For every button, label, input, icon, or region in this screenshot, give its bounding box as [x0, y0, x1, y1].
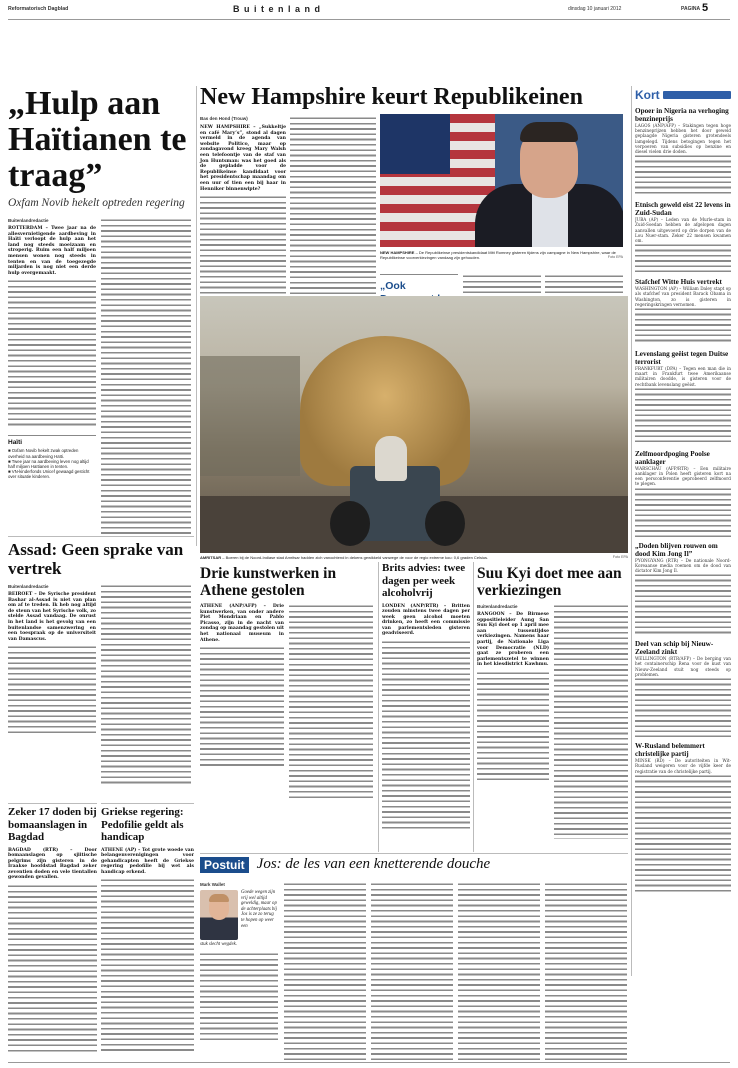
kort-item-title: Levenslang geëist tegen Duitse terrorist [635, 350, 729, 367]
nh-quote-text: „Ook [380, 280, 406, 292]
farmer-figure [375, 436, 407, 481]
haiti-box-item: ■ Oxfam Novib hekelt zwak optreden overheid na aardbeving Haïti. [8, 448, 79, 459]
kort-label: Kort [635, 88, 731, 102]
kort-item [635, 450, 731, 537]
brits-lead: LONDEN (ANP/RTR) – Britten zouden minstens twee dagen per week geen alcohol moeten drinken, zo heeft een commissie van parlementsleden gisteren geadviseerd. [382, 603, 470, 637]
nh-photo-credit: Foto EPA [607, 255, 623, 259]
kort-item-title: Deel van schip bij Nieuw-Zeeland zinkt [635, 640, 714, 657]
assad-byline: Buitenlandredactie [8, 584, 49, 589]
postuit-author-block [200, 882, 278, 1042]
drie-article [200, 565, 375, 850]
kort-item [635, 640, 731, 737]
griekse-lead: ATHENE (AP) – Tot grote woede van belangenverenigingen voor gehandicapten heeft de Griekse regering pedofilie bij wet als handicap erkend. [101, 847, 194, 875]
haiti-byline: Buitenlandredactie [8, 218, 49, 223]
haiti-subtitle: Oxfam Novib hekelt optreden regering [8, 197, 185, 209]
assad-headline: Assad: Geen sprake van vertrek [8, 540, 184, 578]
suu-headline: Suu Kyi doet mee aan verkiezingen [477, 565, 622, 599]
brits-headline: Brits advies: twee dagen per week alcoholvrij [382, 562, 466, 599]
kort-sidebar [635, 88, 731, 1063]
griekse-rule [101, 803, 194, 804]
postuit-label: Postuit [200, 857, 249, 873]
page-header [8, 4, 730, 18]
haiti-box-item: ■ VN-kinderfonds Unicef gewaagd gesticht over situatie kinderen. [8, 469, 90, 480]
kort-item [635, 278, 731, 345]
tree-line [200, 356, 300, 476]
issue-date: dinsdag 10 januari 2012 [568, 6, 622, 12]
postuit-rule [200, 853, 628, 854]
newspaper-name: Reformatorisch Dagblad [8, 6, 69, 12]
brits-divider [378, 562, 379, 852]
kort-item-title: Stafchef Witte Huis vertrekt [635, 278, 722, 287]
kort-item-title: „Doden blijven rouwen om dood Kim Jong Il” [635, 541, 718, 558]
kort-item-text: LAGOS (ANP/AFP) – Stakingen tegen hoge benzineprijzen hebben het door geweld geplaagde Nigeria gisteren grotendeels lamgelegd. Tijdens betogingen tegen het verpoeren van subsidies op benzine en diesel vielen drie doden. [635, 123, 731, 155]
assad-lead: BEIROET – De Syrische president Bashar al-Assad is niet van plan om af te treden. Ik heb nog altijd de steun van het Syrische volk, zo stelde Assad vandaag. De onrust in het land is het gevolg van een buitenlandse samenzwering en een toespraak op de universiteit van Damascus. [8, 592, 96, 642]
postuit-headline: Jos: de les van een knetterende douche [256, 856, 491, 872]
kort-item [635, 542, 731, 636]
haiti-headline: „Hulp aan Haïtianen te traag” [8, 86, 187, 194]
assad-body-col2 [101, 584, 191, 784]
assad-article [8, 540, 194, 800]
assad-rule [8, 536, 194, 537]
haiti-box-item: ■ Twee jaar na aardbeving leven nog altijd half miljoen Haïtianen in tenten. [8, 458, 89, 469]
kort-item [635, 350, 731, 445]
nh-headline: New Hampshire keurt Republikeinen [200, 84, 583, 110]
postuit-section [200, 856, 628, 1061]
zeker-article [8, 806, 97, 1061]
kort-item [635, 742, 731, 894]
postuit-col3 [371, 882, 453, 1060]
kort-item-text: PYONGYANG (RTR) – De nationale Noord-Koreaanse media roemen om de dood van dictator Kim Jong Il. [635, 557, 731, 574]
column-divider [196, 86, 197, 546]
header-rule [8, 19, 730, 20]
postuit-col5 [545, 882, 627, 1060]
pull-quote-end: stuk slecht wegdek. [200, 942, 237, 947]
kort-item-text: WARSCHAU (AFP/RTR) – Een militaire aanklager in Polen heeft gisteren kort na een persconferentie geprobeerd zelfmoord te plegen. [635, 465, 731, 487]
suu-divider [473, 562, 474, 852]
kort-item-text: WASHINGTON (AP) – William Daley stapt op als stafchef van president Barack Obama in Washington, zo is gisteren in regeringskringen vernomen. [635, 286, 731, 307]
flag-stars [380, 114, 450, 174]
postuit-col4 [458, 882, 540, 1060]
brits-article [382, 562, 470, 852]
nh-photo-caption: NEW HAMPSHIRE – De Republikeinse presidentskandidaat Mitt Romney gisteren tijdens zijn campagne in New Hampshire, waar de Republikeinse voorverkiezingen vandaag zijn gehouden. Foto EPA [380, 250, 623, 260]
zeker-rule [8, 803, 97, 804]
tractor-wheel [425, 501, 465, 546]
haiti-box [8, 435, 96, 479]
kort-item-text: MINSK (RD) – De autoriteiten in Wit-Rusland weigeren voor de vijfde keer de registratie van de christelijke partij. [635, 758, 731, 774]
kort-item [635, 201, 731, 273]
nh-photo [380, 114, 623, 247]
drie-lead: ATHENE (ANP/AFP) – Drie kunstwerken, van onder andere Piet Mondriaan en Pablo Picasso, zijn in de nacht van zondag op maandag gestolen uit het nationaal museum in Athene. [200, 604, 284, 643]
haiti-lead: ROTTERDAM – Twee jaar na de allesvernietigende aardbeving in Haïti verloopt de hulp aan het land nog steeds moeizaam en stroperig. Ruim een half miljoen mensen wonen nog steeds in tenten en van de toegezegde miljarden is nog niet een derde hulp overgemaakt. [8, 226, 96, 276]
griekse-article [101, 806, 194, 1061]
kort-item-text: WELLINGTON (RTR/AFP) – De berging van het containerschip Rena voor de kust van Nieuw-Zeeland stuit nog steeds op problemen. [635, 656, 731, 677]
kort-item-title: Etnisch geweld eist 22 levens in Zuid-Sudan [635, 201, 731, 218]
amritsar-photo [200, 296, 628, 553]
kort-item-title: Zelfmoordpoging Poolse aanklager [635, 449, 710, 466]
postuit-author: Mark Wallet [200, 882, 225, 887]
page-label: PAGINA [681, 6, 701, 12]
suu-byline: Buitenlandredactie [477, 604, 518, 609]
footer-rule [8, 1062, 730, 1063]
suu-lead: RANGOON – De Birmese oppositieleider Aung San Suu Kyi doet op 1 april mee aan tussentijdse verkiezingen. Namens haar partij, de Nationale Liga voor Democratie (NLD) gaat ze proberen een parlementszetel te winnen in het kiesdistrict Kawhmu. [477, 612, 549, 668]
kort-item-title: Opoer in Nigeria na verhoging benzineprijs [635, 107, 729, 123]
section-name: B u i t e n l a n d [233, 4, 322, 14]
kort-item-title: W-Rusland belemmert christelijke partij [635, 742, 705, 759]
person-hair [520, 122, 578, 142]
amritsar-caption: AMRITSAR – Boeren bij de Noord-Indiase stad Amritsar hadden zich vanochtend in dekens gewikkeld vanwege de voor de regio extreme kou: 0,6 graden Celsius. Foto EPA [200, 555, 628, 560]
haiti-box-title: Haïti [8, 439, 23, 447]
nh-lead: NEW HAMPSHIRE – „Sukkeltje en café Mary’s”, stond al dagen vermeld in de agenda van website Politico, maar op zondagavond kreeg Mary Walsh een telefoontje van de staf van Jon Huntsman: was het goed als de gepladde voor de Republikeinse kandidaat voor het presidentschap maandag om een uur of tien een bij haar in Henniker binnenwipte? [200, 125, 286, 192]
griekse-headline: Griekse regering: Pedofilie geldt als handicap [101, 806, 184, 843]
kort-divider [631, 86, 632, 976]
kort-item [635, 107, 731, 196]
zeker-headline: Zeker 17 doden bij bomaanslagen in Bagdad [8, 806, 97, 843]
suu-body-col2 [554, 604, 628, 839]
nh-byline: Bas den Hond (Trouw) [200, 116, 248, 121]
drie-body-col2 [289, 604, 373, 799]
haiti-body-col2 [101, 218, 191, 536]
drie-headline: Drie kunstwerken in Athene gestolen [200, 565, 337, 599]
zeker-lead: BAGDAD (RTR) – Door bomaanslagen op sjiitische pelgrims zijn gisteren in de Iraakse hoofdstad Bagdad zeker zeventien doden en vele tientallen gewonden gevallen. [8, 847, 97, 881]
amritsar-photo-credit: Foto EPA [612, 555, 628, 559]
page-number: 5 [702, 2, 709, 14]
haiti-body [8, 279, 96, 429]
kort-item-text: FRANKFURT (DPA) – Tegen een man die in maart in Frankfurt twee Amerikaanse militairen doodde, is gisteren voor de rechtbank levenslang geëist. [635, 366, 731, 387]
postuit-col2 [284, 882, 366, 1060]
suu-article [477, 565, 629, 850]
haiti-article [8, 86, 193, 536]
tractor-wheel [330, 501, 370, 546]
pull-quote: Goede wegen zijn vrij wel altijd geweldig, maar op de achterplaats bij Jos is ze zo terug te hopen op weer een [241, 890, 277, 929]
kort-item-text: JUBA (AP) – Leden van de Murle-stam in Zuid-Soedan hebben de afgelopen dagen aanvallen uitgevoerd op drie dorpen van de Lou Nuer-stam. Zeker 22 mensen kwamen om. [635, 217, 731, 244]
author-photo [200, 890, 238, 940]
